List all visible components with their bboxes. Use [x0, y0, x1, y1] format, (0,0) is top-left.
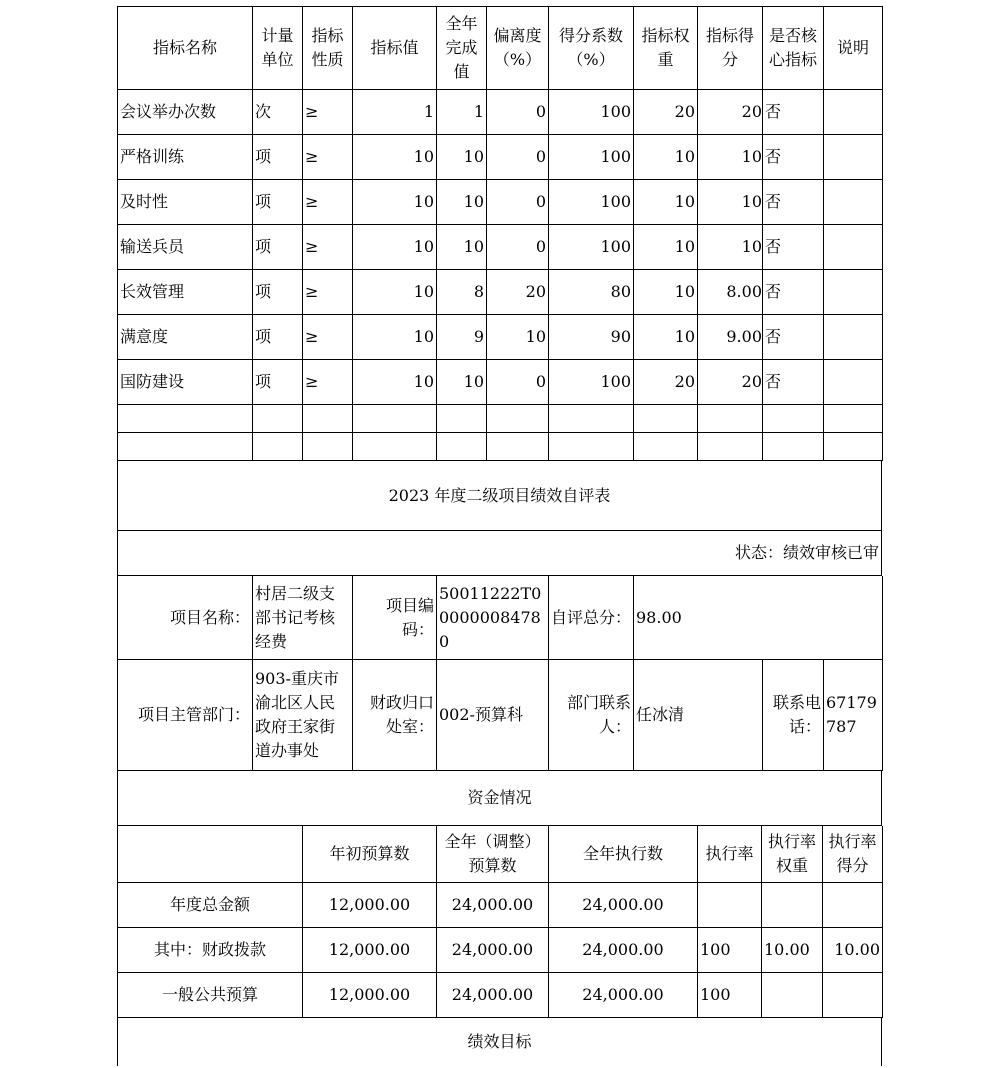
indicator-weight-cell: 10 — [634, 315, 698, 360]
goals-section-title: 绩效目标 — [118, 1018, 882, 1066]
contact-label: 部门联系人： — [549, 660, 634, 771]
contact-value: 任冰清 — [634, 660, 763, 771]
project-name-label: 项目名称： — [118, 576, 253, 660]
indicator-rows — [118, 90, 883, 405]
indicator-actual-cell: 10 — [437, 225, 487, 270]
indicator-name-cell: 会议举办次数 — [118, 90, 253, 135]
funds-header-rate-score: 执行率得分 — [823, 826, 883, 883]
header-score: 指标得分 — [698, 7, 763, 90]
indicator-core-cell: 否 — [763, 360, 824, 405]
indicator-unit-cell: 项 — [253, 180, 303, 225]
indicator-core-cell: 否 — [763, 180, 824, 225]
indicator-row — [118, 270, 883, 315]
funds-table — [117, 826, 883, 1018]
indicator-weight-cell: 20 — [634, 360, 698, 405]
indicator-name-cell: 长效管理 — [118, 270, 253, 315]
funds-header-row — [118, 826, 883, 883]
indicator-target-cell: 1 — [353, 90, 437, 135]
indicator-target-cell: 10 — [353, 180, 437, 225]
fund-label-cell: 年度总金额 — [118, 883, 303, 928]
project-info-row-2 — [118, 660, 883, 771]
fund-row — [118, 973, 883, 1018]
fund-initial-cell: 12,000.00 — [303, 973, 437, 1018]
fund-rate-weight-cell — [762, 973, 823, 1018]
indicator-actual-cell: 10 — [437, 180, 487, 225]
status-table — [117, 531, 882, 576]
dept-value: 903-重庆市渝北区人民政府王家街道办事处 — [253, 660, 353, 771]
funds-title-table — [117, 771, 882, 826]
indicator-target-cell: 10 — [353, 135, 437, 180]
fund-rate-score-cell — [823, 883, 883, 928]
indicator-nature-cell: ≥ — [303, 135, 353, 180]
phone-value: 67179787 — [824, 660, 883, 771]
project-code-label: 项目编码： — [353, 576, 437, 660]
indicator-core-cell: 否 — [763, 90, 824, 135]
fund-initial-cell: 12,000.00 — [303, 883, 437, 928]
funds-header-blank — [118, 826, 303, 883]
indicator-score-cell: 10 — [698, 180, 763, 225]
fund-rate-cell — [698, 883, 762, 928]
indicator-score-cell: 10 — [698, 225, 763, 270]
indicator-actual-cell: 10 — [437, 135, 487, 180]
indicator-row — [118, 90, 883, 135]
indicator-score-cell: 10 — [698, 135, 763, 180]
indicator-name-cell: 及时性 — [118, 180, 253, 225]
indicator-weight-cell: 10 — [634, 270, 698, 315]
funds-header-rate-weight: 执行率权重 — [762, 826, 823, 883]
indicator-unit-cell: 项 — [253, 135, 303, 180]
indicator-row — [118, 135, 883, 180]
indicator-deviation-cell: 0 — [487, 135, 549, 180]
indicator-deviation-cell: 10 — [487, 315, 549, 360]
header-note: 说明 — [824, 7, 883, 90]
self-score-value: 98.00 — [634, 576, 883, 660]
form-title: 2023 年度二级项目绩效自评表 — [118, 461, 882, 531]
header-nature: 指标性质 — [303, 7, 353, 90]
indicator-nature-cell: ≥ — [303, 315, 353, 360]
indicator-coefficient-cell: 80 — [549, 270, 634, 315]
self-score-label: 自评总分： — [549, 576, 634, 660]
project-info-row-1 — [118, 576, 883, 660]
fund-rate-cell: 100 — [698, 928, 762, 973]
form-title-table — [117, 461, 882, 531]
performance-evaluation-document — [117, 6, 882, 1066]
indicator-coefficient-cell: 100 — [549, 90, 634, 135]
indicator-nature-cell: ≥ — [303, 180, 353, 225]
indicator-deviation-cell: 0 — [487, 90, 549, 135]
fund-rate-cell: 100 — [698, 973, 762, 1018]
indicator-note-cell — [824, 270, 883, 315]
indicator-core-cell: 否 — [763, 315, 824, 360]
header-deviation: 偏离度（%） — [487, 7, 549, 90]
indicator-actual-cell: 8 — [437, 270, 487, 315]
fund-rate-weight-cell: 10.00 — [762, 928, 823, 973]
indicator-name-cell: 严格训练 — [118, 135, 253, 180]
fund-initial-cell: 12,000.00 — [303, 928, 437, 973]
indicator-note-cell — [824, 360, 883, 405]
fund-label-cell: 一般公共预算 — [118, 973, 303, 1018]
indicator-weight-cell: 10 — [634, 225, 698, 270]
fund-row — [118, 928, 883, 973]
fund-executed-cell: 24,000.00 — [549, 883, 698, 928]
indicator-deviation-cell: 0 — [487, 180, 549, 225]
header-unit: 计量单位 — [253, 7, 303, 90]
indicator-unit-cell: 项 — [253, 315, 303, 360]
funds-header-executed: 全年执行数 — [549, 826, 698, 883]
indicator-row — [118, 225, 883, 270]
fund-rate-score-cell — [823, 973, 883, 1018]
indicator-row — [118, 360, 883, 405]
indicator-nature-cell: ≥ — [303, 90, 353, 135]
indicator-unit-cell: 项 — [253, 360, 303, 405]
indicator-score-cell: 9.00 — [698, 315, 763, 360]
funds-rows — [118, 883, 883, 1018]
funds-header-adjusted: 全年（调整）预算数 — [437, 826, 549, 883]
indicator-actual-cell: 10 — [437, 360, 487, 405]
fund-adjusted-cell: 24,000.00 — [437, 883, 549, 928]
indicator-score-cell: 20 — [698, 360, 763, 405]
indicator-empty-row — [118, 405, 883, 433]
fund-adjusted-cell: 24,000.00 — [437, 928, 549, 973]
funds-header-rate: 执行率 — [698, 826, 762, 883]
fund-executed-cell: 24,000.00 — [549, 928, 698, 973]
funds-section-title: 资金情况 — [118, 771, 882, 826]
office-value: 002-预算科 — [437, 660, 549, 771]
indicator-nature-cell: ≥ — [303, 360, 353, 405]
indicator-target-cell: 10 — [353, 360, 437, 405]
indicator-target-cell: 10 — [353, 270, 437, 315]
header-weight: 指标权重 — [634, 7, 698, 90]
indicator-coefficient-cell: 100 — [549, 180, 634, 225]
header-indicator-name: 指标名称 — [118, 7, 253, 90]
indicator-weight-cell: 10 — [634, 180, 698, 225]
fund-rate-score-cell: 10.00 — [823, 928, 883, 973]
header-coefficient: 得分系数（%） — [549, 7, 634, 90]
indicator-core-cell: 否 — [763, 270, 824, 315]
office-label: 财政归口处室： — [353, 660, 437, 771]
project-name-value: 村居二级支部书记考核经费 — [253, 576, 353, 660]
fund-rate-weight-cell — [762, 883, 823, 928]
indicator-core-cell: 否 — [763, 225, 824, 270]
indicator-coefficient-cell: 100 — [549, 360, 634, 405]
indicator-note-cell — [824, 180, 883, 225]
indicator-note-cell — [824, 90, 883, 135]
indicator-actual-cell: 9 — [437, 315, 487, 360]
indicator-coefficient-cell: 90 — [549, 315, 634, 360]
indicator-unit-cell: 次 — [253, 90, 303, 135]
indicator-deviation-cell: 0 — [487, 225, 549, 270]
fund-row — [118, 883, 883, 928]
indicator-name-cell: 满意度 — [118, 315, 253, 360]
phone-label: 联系电话： — [763, 660, 824, 771]
indicator-deviation-cell: 0 — [487, 360, 549, 405]
indicator-target-cell: 10 — [353, 315, 437, 360]
indicator-name-cell: 国防建设 — [118, 360, 253, 405]
goals-title-table — [117, 1018, 882, 1066]
indicator-weight-cell: 20 — [634, 90, 698, 135]
funds-header-initial: 年初预算数 — [303, 826, 437, 883]
indicator-unit-cell: 项 — [253, 225, 303, 270]
indicator-score-cell: 8.00 — [698, 270, 763, 315]
header-actual: 全年完成值 — [437, 7, 487, 90]
fund-adjusted-cell: 24,000.00 — [437, 973, 549, 1018]
indicator-row — [118, 315, 883, 360]
dept-label: 项目主管部门： — [118, 660, 253, 771]
header-target: 指标值 — [353, 7, 437, 90]
indicator-row — [118, 180, 883, 225]
indicator-name-cell: 输送兵员 — [118, 225, 253, 270]
indicator-coefficient-cell: 100 — [549, 225, 634, 270]
project-info-table — [117, 576, 883, 771]
indicator-score-cell: 20 — [698, 90, 763, 135]
indicator-weight-cell: 10 — [634, 135, 698, 180]
indicator-deviation-cell: 20 — [487, 270, 549, 315]
status-text: 状态：绩效审核已审 — [118, 531, 882, 576]
indicator-actual-cell: 1 — [437, 90, 487, 135]
indicator-target-cell: 10 — [353, 225, 437, 270]
indicator-coefficient-cell: 100 — [549, 135, 634, 180]
indicator-header-row — [118, 7, 883, 90]
indicator-core-cell: 否 — [763, 135, 824, 180]
header-core: 是否核心指标 — [763, 7, 824, 90]
fund-executed-cell: 24,000.00 — [549, 973, 698, 1018]
indicator-unit-cell: 项 — [253, 270, 303, 315]
project-code-value: 50011222T000000084780 — [437, 576, 549, 660]
indicator-note-cell — [824, 315, 883, 360]
indicator-nature-cell: ≥ — [303, 270, 353, 315]
indicator-note-cell — [824, 225, 883, 270]
indicator-nature-cell: ≥ — [303, 225, 353, 270]
indicator-empty-row — [118, 433, 883, 461]
fund-label-cell: 其中：财政拨款 — [118, 928, 303, 973]
indicator-table — [117, 6, 883, 461]
indicator-note-cell — [824, 135, 883, 180]
